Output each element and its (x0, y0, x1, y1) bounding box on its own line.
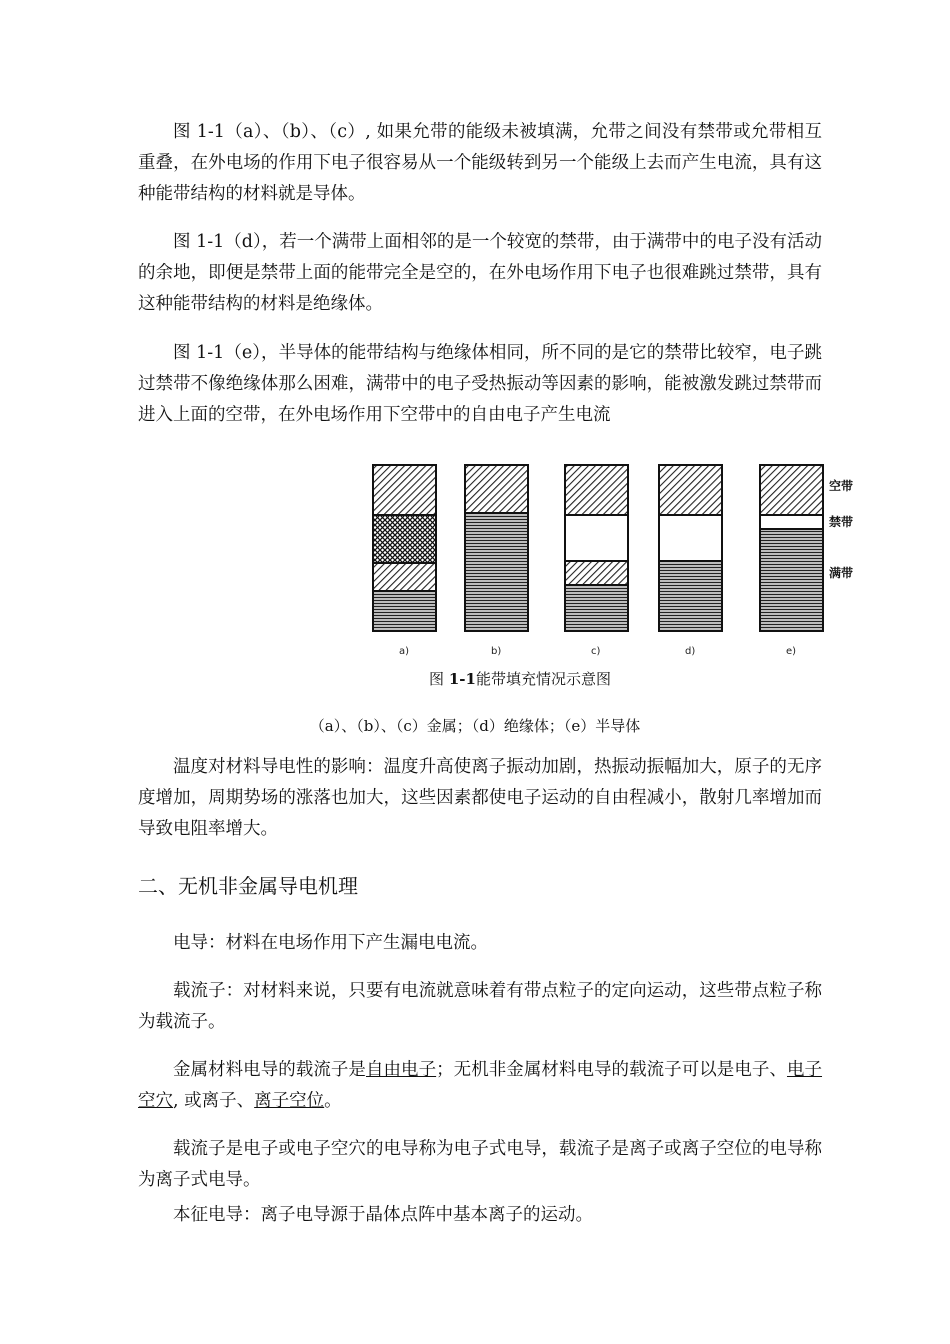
carrier-text-2: ；无机非金属材料电导的载流子可以是电子、 (436, 1060, 787, 1080)
carrier-text-4: 。 (324, 1091, 342, 1111)
sublabel-b: b) (491, 646, 502, 657)
band-column-b (465, 465, 528, 631)
carrier-text-3: , 或离子、 (173, 1091, 255, 1111)
band-column-d (659, 465, 722, 631)
band-column-a (373, 465, 436, 631)
paragraph-semiconductor: 图 1-1（e），半导体的能带结构与绝缘体相同，所不同的是它的禁带比较窄，电子跳过禁带不像绝缘体那么困难，满带中的电子受热振动等因素的影响，能被激发跳过禁带而进入上面的空带，在外电场作用下空带中的自由电子产生电流 (138, 343, 822, 425)
sublabel-c: c) (591, 646, 601, 657)
band-column-e (760, 465, 823, 631)
label-full-band: 满带 (829, 566, 854, 580)
sublabel-a: a) (399, 646, 410, 657)
paragraph-carrier-types (138, 1055, 822, 1117)
paragraph-conduction-types: 载流子是电子或电子空穴的电导称为电子式电导，载流子是离子或离子空位的电导称为离子式电导。 (138, 1139, 822, 1190)
figure-caption-text: 能带填充情况示意图 (475, 670, 611, 688)
band-diagram (365, 455, 865, 665)
paragraph-insulator: 图 1-1（d），若一个满带上面相邻的是一个较宽的禁带，由于满带中的电子没有活动的余地，即便是禁带上面的能带完全是空的，在外电场作用下电子也很难跳过禁带，具有这种能带结构的材料是绝缘体。 (138, 232, 822, 314)
link-ion-vacancy: 离子空位 (254, 1091, 325, 1111)
figure-caption (0, 668, 950, 689)
label-forbidden-band: 禁带 (829, 515, 854, 529)
link-electron-hole: 电子空穴 (138, 1060, 823, 1111)
paragraph-conductance: 电导：材料在电场作用下产生漏电电流。 (173, 933, 488, 953)
sublabel-d: d) (685, 646, 696, 657)
carrier-text-1: 金属材料电导的载流子是 (173, 1060, 366, 1080)
link-free-electron: 自由电子 (365, 1060, 437, 1080)
paragraph-intrinsic: 本征电导：离子电导源于晶体点阵中基本离子的运动。 (173, 1205, 593, 1225)
section-heading: 二、无机非金属导电机理 (138, 874, 358, 898)
label-empty-band: 空带 (829, 479, 854, 493)
figure-caption-prefix: 图 (429, 670, 449, 688)
sublabel-e: e) (786, 646, 797, 657)
paragraph-temperature: 温度对材料导电性的影响：温度升高使离子振动加剧，热振动振幅加大，原子的无序度增加，周期势场的涨落也加大，这些因素都使电子运动的自由程减小，散射几率增加而导致电阻率增大。 (138, 757, 822, 839)
figure-subcaption: （a）、（b）、（c）金属；（d）绝缘体；（e）半导体 (309, 717, 641, 735)
paragraph-conductor: 图 1-1（a）、（b）、（c）, 如果允带的能级未被填满，允带之间没有禁带或允带相互重叠，在外电场的作用下电子很容易从一个能级转到另一个能级上去而产生电流，具有这种能带结构的材料就是导体。 (138, 122, 822, 204)
figure-caption-number: 1-1 (448, 670, 476, 688)
band-diagram-figure (365, 455, 865, 665)
paragraph-carrier: 载流子：对材料来说，只要有电流就意味着有带点粒子的定向运动，这些带点粒子称为载流子。 (138, 981, 822, 1032)
band-column-c (565, 465, 628, 631)
